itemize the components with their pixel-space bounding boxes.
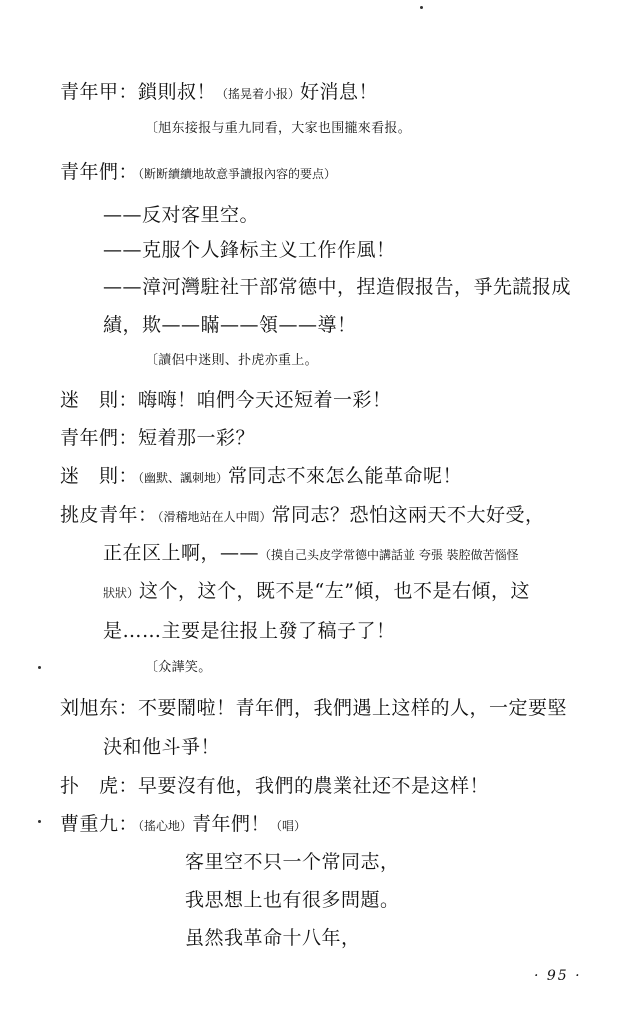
- speaker-name: 挑皮青年：: [60, 504, 158, 526]
- dialogue-line: [103, 275, 571, 299]
- dialogue-text: 这个，这个，既不是“左”傾，也不是右傾，这: [139, 580, 530, 602]
- dialogue-text: 短着那一彩？: [138, 427, 256, 449]
- speaker-name: 刘旭东：: [60, 697, 139, 719]
- dialogue-line: [60, 388, 392, 412]
- dialogue-text: 鎖則叔！: [138, 81, 217, 103]
- lyric-text: 虽然我革命十八年，: [185, 927, 361, 949]
- dialogue-line: [103, 579, 530, 605]
- lyric-line: [185, 850, 400, 874]
- speck-mark: [420, 6, 423, 9]
- dialogue-text: 好消息！: [300, 81, 379, 103]
- dialogue-line: [60, 80, 378, 106]
- dialogue-text: 不要鬧啦！青年們，我們遇上这样的人，一定要堅: [138, 697, 568, 719]
- dialogue-text: 早要沒有他，我們的農業社还不是这样！: [138, 775, 490, 797]
- dialogue-line: [103, 313, 357, 337]
- dialogue-text: ——克服个人鋒标主义工作作風！: [103, 239, 396, 261]
- dialogue-line: [60, 426, 255, 450]
- dialogue-line: [60, 464, 462, 490]
- dialogue-text: 嗨嗨！咱們今天还短着一彩！: [138, 389, 392, 411]
- stage-direction: （幽默、諷刺地）: [138, 471, 229, 485]
- stage-note-text: 〔众譁笑。: [145, 660, 212, 675]
- dialogue-line: [60, 774, 489, 798]
- dialogue-line: [60, 696, 567, 720]
- speck-mark: [38, 666, 41, 669]
- dialogue-line: [60, 503, 545, 529]
- dialogue-text: 青年們！: [192, 813, 271, 835]
- lyric-line: [185, 888, 400, 912]
- dialogue-line: [103, 238, 396, 262]
- stage-direction: （搖晃着小报）: [216, 87, 301, 101]
- dialogue-text: 是……主要是往报上發了稿子了！: [103, 620, 396, 642]
- dialogue-text: 正在区上啊，——: [103, 542, 260, 564]
- stage-direction: （摸自己头皮学常德中講話並 夸張 裝腔做苦惱怪: [259, 548, 519, 562]
- stage-note-text: 〔旭东接报与重九同看，大家也围攏來看报。: [145, 121, 412, 136]
- speaker-name: 青年甲：: [60, 81, 139, 103]
- speaker-name: 青年們：: [60, 161, 139, 183]
- stage-direction: （滑稽地站在人中間）: [157, 510, 272, 524]
- dialogue-text: 決和他斗爭！: [103, 736, 221, 758]
- speaker-name: 曹重九：: [60, 813, 139, 835]
- dialogue-line: [103, 735, 220, 759]
- lyric-line: [185, 926, 361, 950]
- stage-direction: （唱）: [270, 819, 307, 833]
- dialogue-text: ——漳河灣駐社干部常德中，捏造假报告，爭先謊报成: [103, 276, 572, 298]
- stage-note: [145, 656, 212, 680]
- speaker-name: 迷 則：: [60, 465, 139, 487]
- dialogue-text: ——反对客里空。: [103, 204, 260, 226]
- stage-direction: 狀狀）: [103, 586, 140, 600]
- dialogue-text: 績，欺——瞞——領——導！: [103, 314, 357, 336]
- lyric-text: 客里空不只一个常同志，: [185, 851, 400, 873]
- dialogue-text: 常同志不來怎么能革命呢！: [228, 465, 463, 487]
- stage-note: [145, 117, 411, 141]
- stage-direction: （搖心地）: [138, 819, 193, 833]
- speaker-name: 迷 則：: [60, 389, 139, 411]
- dialogue-line: [60, 160, 336, 186]
- dialogue-line: [103, 541, 519, 567]
- dialogue-line: [103, 203, 259, 227]
- page-number: · 95 ·: [534, 968, 582, 984]
- dialogue-text: 常同志？恐怕这兩天不大好受，: [271, 504, 545, 526]
- stage-note-text: 〔讀侶中迷則、扑虎亦重上。: [145, 353, 318, 368]
- stage-note: [145, 349, 318, 373]
- dialogue-line: [103, 619, 396, 643]
- stage-direction: （断断續續地故意爭讀报內容的要点）: [138, 167, 337, 181]
- speck-mark: [38, 820, 41, 823]
- lyric-text: 我思想上也有很多問題。: [185, 889, 400, 911]
- speaker-name: 青年們：: [60, 427, 139, 449]
- speaker-name: 扑 虎：: [60, 775, 139, 797]
- dialogue-line: [60, 812, 306, 838]
